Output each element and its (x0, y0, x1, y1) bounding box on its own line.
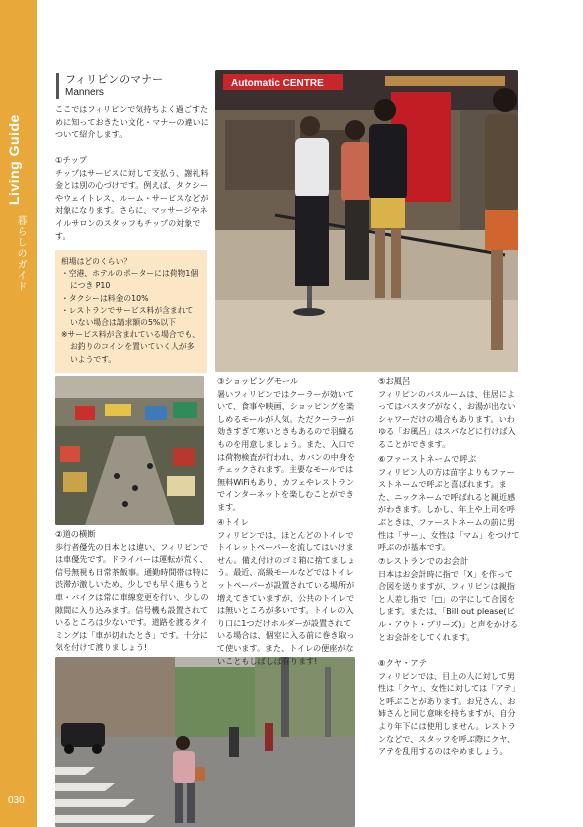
tip-box-item: ・タクシーは料金の10% (61, 293, 149, 303)
tip-box-title: 相場はどのくらい？ (61, 257, 132, 266)
tip-box-item: ・レストランでサービス料が含まれていない場合は請求額の5%以下 (61, 305, 194, 328)
firstname-body: フィリピン人の方は苗字よりもファーストネームで呼ぶと喜ばれます。また、ニックネームで呼ばれると親近感がわきます。しかし、年上や上司を呼ぶときは、ファーストネームの前に男性は「サー」、女性は「マム」をつけて呼ぶのが基本です。 (378, 466, 520, 553)
mall-section (217, 375, 359, 514)
mall-body: 暑いフィリピンではクーラーが効いていて、食事や映画、ショッピングを楽しめるモールが人気。ただクーラーが効きすぎて寒いときもあるので羽織るものを用意しましょう。また、入口では荷物検査が行われ、カバンの中身をチェックされます。主要なモールでは無料WiFiもあり、カフェやレストランでインターネットを楽しむことができます。 (217, 388, 356, 512)
firstname-section (378, 453, 520, 554)
bath-body: フィリピンのバスルームは、住居によってはバスタブがなく、お湯が出ないシャワーだけの場合もあります。いわゆる「お風呂」はスパなどに行けば入ることができます。 (378, 388, 516, 449)
kuya-heading: ⑧クヤ・アテ (378, 658, 427, 668)
kuya-section (378, 657, 520, 758)
bill-body: 日本はお会計時に指で「X」を作って合図を送りますが、フィリピンは親指と人差し指で「□」の字にして合図をします。または、「Bill out please(ビル・アウト・プリーズ)」と声をかけるとお会計をしてくれます。 (378, 568, 519, 642)
tip-box-item: ・空港、ホテルのポーターには荷物1個につき P10 (61, 269, 199, 291)
tip-box-item: ※サービス料が含まれている場合でも、お釣りのコインを置いていく人が多いようです。 (61, 330, 201, 364)
tip-heading: ①チップ (55, 155, 88, 165)
toilet-body: フィリピンでは、ほとんどのトイレでトイレットペーパーを流してはいけません。備え付けのゴミ箱に捨てましょう。最近、高級モールなどではトイレットペーパーが設置されている場所が増えてきていますが、公共のトイレでは無いところが多いです。トイレの入り口に1つだけホルダーが設置されている場合は、個室に入る前に巻き取って使います。また、トイレの便座がないこともしばしば有ります! (217, 529, 356, 666)
mall-sign-text: Automatic CENTRE (231, 78, 324, 89)
page-number: 030 (8, 795, 25, 806)
section-subtitle: Manners (65, 87, 104, 98)
intro-paragraph: ここではフィリピンで気持ちよく過ごすために知っておきたい文化・マナーの違いについて紹介します。 (55, 104, 209, 140)
photo-mall-security-image (215, 70, 518, 372)
bath-section (378, 375, 520, 451)
toilet-section (217, 516, 359, 667)
bill-section (378, 555, 520, 643)
sidebar-sub-label: 暮らしのガイド (15, 215, 26, 292)
photo-mall-security (215, 70, 518, 372)
bill-heading: ⑦レストランでのお会計 (378, 556, 469, 566)
crossing-heading: ②道の横断 (55, 529, 96, 539)
tip-section (55, 154, 211, 242)
toilet-heading: ④トイレ (217, 517, 249, 527)
photo-street-crossing (55, 657, 355, 827)
photo-market-overhead-image (55, 376, 204, 525)
sidebar-label: Living Guide (6, 114, 22, 205)
bath-heading: ⑤お風呂 (378, 376, 411, 386)
kuya-body: フィリピンでは、目上の人に対して男性は「クヤ」、女性に対しては「アテ」と呼ぶことがあります。お兄さん、お姉さんと同じ意味を持ちますが、自分より年下には使用しません。レストランなどで、スタッフを呼ぶ際にクヤ、アテを乱用するのはやめましょう。 (378, 670, 520, 757)
photo-market-overhead (55, 376, 204, 525)
photo-street-crossing-image (55, 657, 355, 827)
mall-heading: ③ショッピングモール (217, 376, 299, 386)
tip-info-box (55, 250, 207, 373)
crossing-body: 歩行者優先の日本とは違い、フィリピンでは車優先です。ドライバーは運転が荒く、信号無視も日常茶飯事。通勤時間帯は特に渋滞が激しいため、少しでも早く進もうと車・バイクは常に車線変更を行い、少しの隙間に入り込みます。信号機も設置されているところは少ないです。道路を渡るタイミングは「車が切れたとき」です。十分に気を付けて渡りましょう! (55, 541, 209, 653)
tip-box-list (61, 268, 201, 366)
section-header (56, 73, 206, 99)
firstname-heading: ⑥ファーストネームで呼ぶ (378, 454, 477, 464)
intro-text (55, 103, 211, 141)
tip-body: チップはサービスに対して支払う、謝礼料金とは別の心づけです。例えば、タクシーやウェイトレス、ルーム・サービスなどが対象になります。さらに、マッサージやネイルサロンのスタッフもチップの対象です。 (55, 167, 209, 241)
sidebar (0, 0, 37, 827)
section-title: フィリピンのマナー (65, 73, 164, 86)
crossing-section (55, 528, 211, 654)
